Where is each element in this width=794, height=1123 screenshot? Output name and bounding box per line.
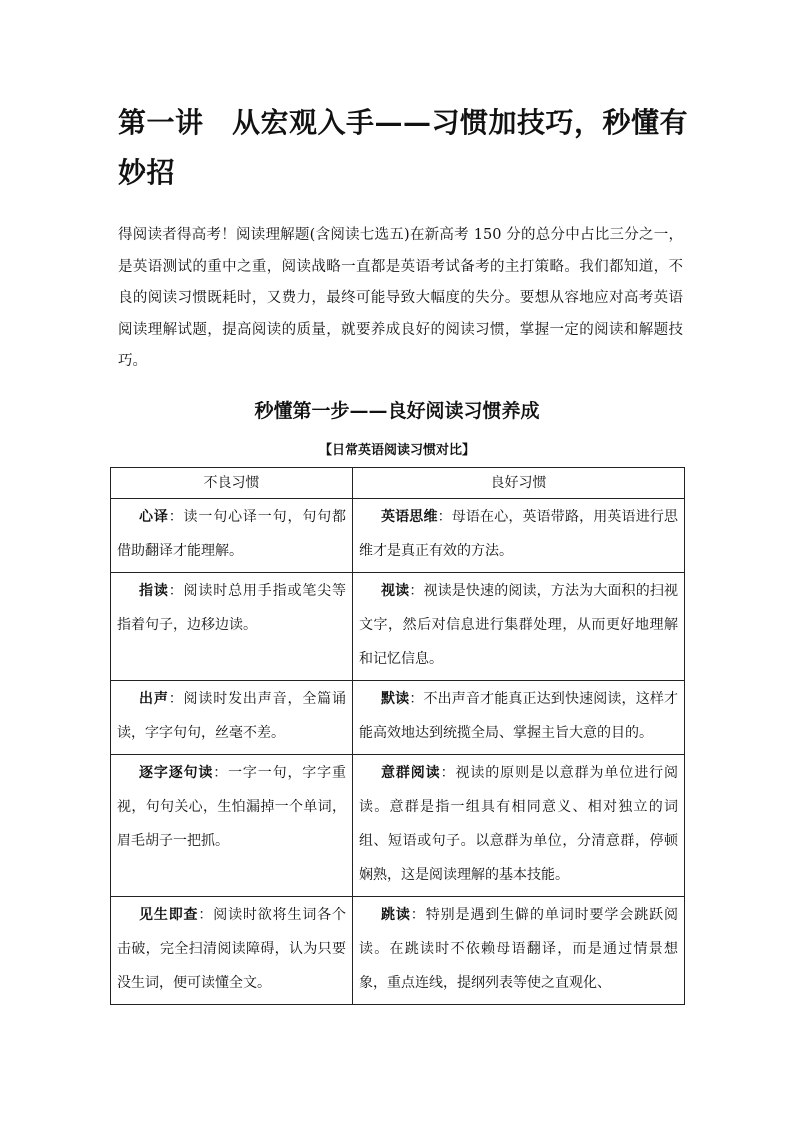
- table-header-row: [111, 468, 685, 499]
- bad-habit-cell: [111, 755, 353, 897]
- bad-habit-text: ：读一句心译一句，句句都借助翻译才能理解。: [117, 509, 347, 559]
- bad-habit-term: 指读: [139, 583, 169, 599]
- intro-paragraph: 得阅读者得高考！阅读理解题(含阅读七选五)在新高考 150 分的总分中占比三分之一，是英语测试的重中之重，阅读战略一直都是英语考试备考的主打策略。我们都知道，不良的阅读习惯既耗时，又费力，最终可能导致大幅度的失分。要想从容地应对高考英语阅读理解试题，提高阅读的质量，就要养成良好的阅读习惯，掌握一定的阅读和解题技巧。: [118, 227, 683, 369]
- good-habit-term: 视读: [381, 583, 410, 599]
- habits-comparison-table: [110, 467, 685, 1005]
- header-bad-habits: 不良习惯: [111, 468, 353, 499]
- bad-habit-term: 逐字逐句读: [139, 765, 214, 781]
- table-row: [111, 755, 685, 897]
- table-row: [111, 681, 685, 755]
- section-title: 秒懂第一步——良好阅读习惯养成: [254, 400, 540, 422]
- bad-habit-text: ：一字一句，字字重视，句句关心，生怕漏掉一个单词，眉毛胡子一把抓。: [117, 765, 347, 849]
- bad-habit-cell: [111, 897, 353, 1005]
- good-habit-cell: [353, 681, 685, 755]
- lecture-title: 第一讲 从宏观入手——习惯加技巧，秒懂有妙招: [118, 106, 689, 189]
- good-habit-text: ：特别是遇到生僻的单词时要学会跳跃阅读。在跳读时不依赖母语翻译，而是通过情景想象，重点连线，提纲列表等使之直观化、: [359, 907, 679, 991]
- good-habit-text: ：母语在心，英语带路，用英语进行思维才是真正有效的方法。: [359, 509, 679, 559]
- table-row: [111, 499, 685, 573]
- good-habit-term: 意群阅读: [381, 765, 441, 781]
- bad-habit-text: ：阅读时发出声音，全篇诵读，字字句句，丝毫不差。: [117, 691, 347, 741]
- table-row: [111, 897, 685, 1005]
- bad-habit-term: 出声: [139, 691, 169, 707]
- good-habit-text: ：不出声音才能真正达到快速阅读，这样才能高效地达到统揽全局、掌握主旨大意的目的。: [359, 691, 679, 741]
- good-habit-cell: [353, 499, 685, 573]
- bad-habit-cell: [111, 499, 353, 573]
- good-habit-text: ：视读是快速的阅读，方法为大面积的扫视文字，然后对信息进行集群处理，从而更好地理解和记忆信息。: [359, 583, 679, 667]
- bad-habit-term: 心译: [139, 509, 169, 525]
- bad-habit-cell: [111, 681, 353, 755]
- good-habit-term: 英语思维: [381, 509, 438, 525]
- header-good-habits: 良好习惯: [353, 468, 685, 499]
- bad-habit-cell: [111, 573, 353, 681]
- good-habit-term: 跳读: [381, 907, 411, 923]
- bad-habit-term: 见生即查: [139, 907, 199, 923]
- bad-habit-text: ：阅读时总用手指或笔尖等指着句子，边移边读。: [117, 583, 347, 633]
- bad-habit-text: ：阅读时欲将生词各个击破，完全扫清阅读障碍，认为只要没生词，便可读懂全文。: [117, 907, 347, 991]
- table-caption: 【日常英语阅读习惯对比】: [318, 443, 475, 458]
- good-habit-text: ：视读的原则是以意群为单位进行阅读。意群是指一组具有相同意义、相对独立的词组、短语或句子。以意群为单位，分清意群，停顿娴熟，这是阅读理解的基本技能。: [359, 765, 679, 883]
- good-habit-cell: [353, 755, 685, 897]
- good-habit-cell: [353, 897, 685, 1005]
- good-habit-term: 默读: [381, 691, 410, 707]
- good-habit-cell: [353, 573, 685, 681]
- table-row: [111, 573, 685, 681]
